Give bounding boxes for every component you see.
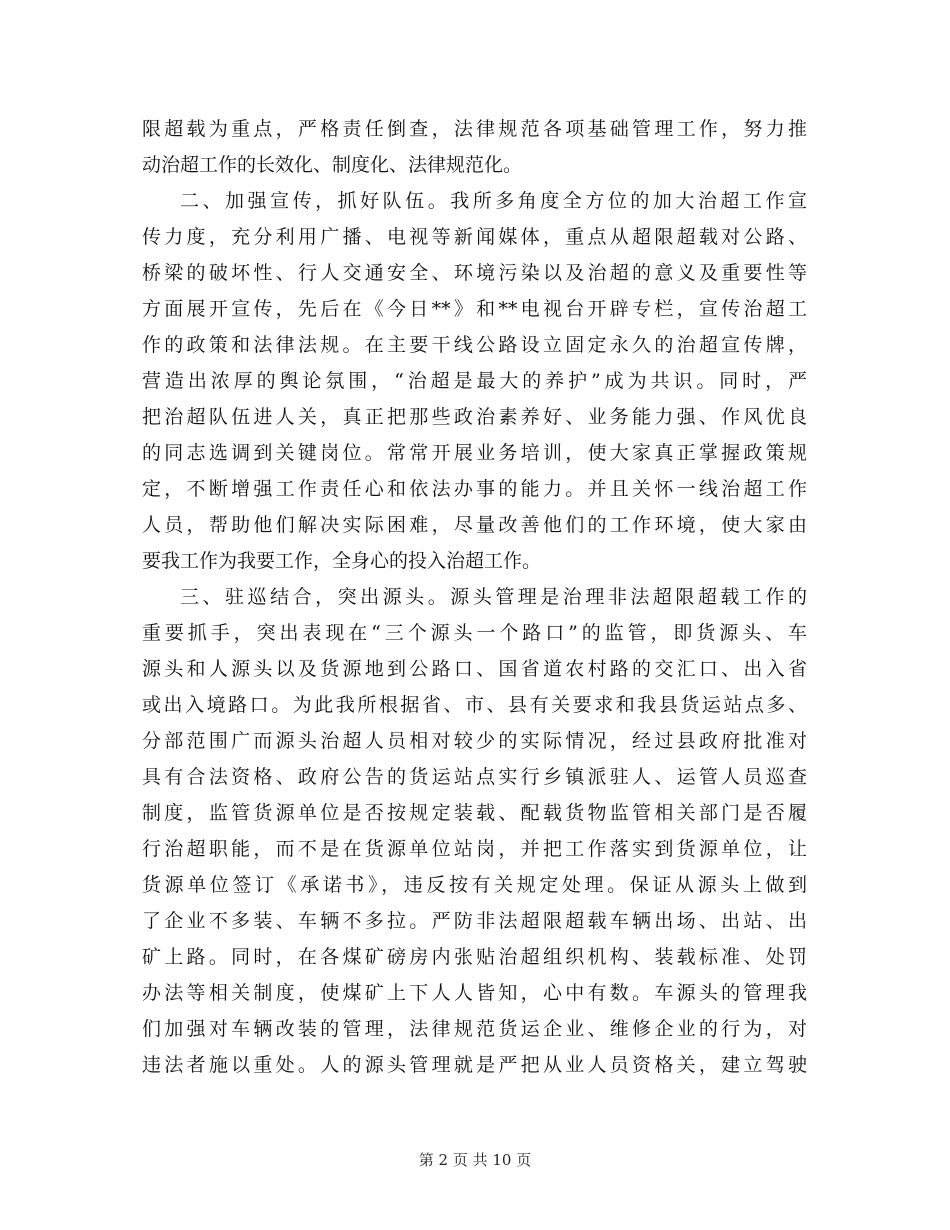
body-text	[142, 111, 807, 1083]
text-line: 要我工作为我要工作，全身心的投入治超工作。	[142, 550, 542, 572]
text-line: 制度，监管货源单位是否按规定装载、配载货物监管相关部门是否履	[142, 802, 807, 824]
text-line: 传力度，充分利用广播、电视等新闻媒体，重点从超限超载对公路、	[142, 226, 807, 248]
text-line: 重要抓手，突出表现在“三个源头一个路口”的监管，即货源头、车	[142, 622, 807, 644]
text-line: 违法者施以重处。人的源头管理就是严把从业人员资格关，建立驾驶	[142, 1054, 807, 1076]
text-line: 作的政策和法律法规。在主要干线公路设立固定永久的治超宣传牌，	[142, 334, 807, 356]
text-line: 的同志选调到关键岗位。常常开展业务培训，使大家真正掌握政策规	[142, 442, 807, 464]
text-line: 源头和人源头以及货源地到公路口、国省道农村路的交汇口、出入省	[142, 658, 807, 680]
text-line: 分部范围广而源头治超人员相对较少的实际情况，经过县政府批准对	[142, 730, 807, 752]
text-line: 货源单位签订《承诺书》，违反按有关规定处理。保证从源头上做到	[142, 874, 807, 896]
text-line: 办法等相关制度，使煤矿上下人人皆知，心中有数。车源头的管理我	[142, 982, 807, 1004]
text-line: 限超载为重点，严格责任倒查，法律规范各项基础管理工作，努力推	[142, 118, 807, 140]
text-line: 动治超工作的长效化、制度化、法律规范化。	[142, 154, 523, 176]
text-line: 定，不断增强工作责任心和依法办事的能力。并且关怀一线治超工作	[142, 478, 807, 500]
text-line: 或出入境路口。为此我所根据省、市、县有关要求和我县货运站点多、	[142, 694, 807, 716]
text-line: 三、驻巡结合，突出源头。源头管理是治理非法超限超载工作的	[180, 586, 807, 608]
text-line: 具有合法资格、政府公告的货运站点实行乡镇派驻人、运管人员巡查	[142, 766, 807, 788]
text-line: 营造出浓厚的舆论氛围，“治超是最大的养护”成为共识。同时，严	[142, 370, 807, 392]
text-line: 了企业不多装、车辆不多拉。严防非法超限超载车辆出场、出站、出	[142, 910, 807, 932]
text-line: 人员，帮助他们解决实际困难，尽量改善他们的工作环境，使大家由	[142, 514, 807, 536]
text-line: 矿上路。同时，在各煤矿磅房内张贴治超组织机构、装载标准、处罚	[142, 946, 807, 968]
text-line: 方面展开宣传，先后在《今日**》和**电视台开辟专栏，宣传治超工	[142, 298, 807, 320]
page-number: 第 2 页 共 10 页	[418, 1151, 532, 1169]
text-line: 二、加强宣传，抓好队伍。我所多角度全方位的加大治超工作宣	[180, 190, 807, 212]
text-line: 把治超队伍进人关，真正把那些政治素养好、业务能力强、作风优良	[142, 406, 807, 428]
text-line: 桥梁的破坏性、行人交通安全、环境污染以及治超的意义及重要性等	[142, 262, 807, 284]
text-line: 们加强对车辆改装的管理，法律规范货运企业、维修企业的行为，对	[142, 1018, 807, 1040]
text-line: 行治超职能，而不是在货源单位站岗，并把工作落实到货源单位，让	[142, 838, 807, 860]
